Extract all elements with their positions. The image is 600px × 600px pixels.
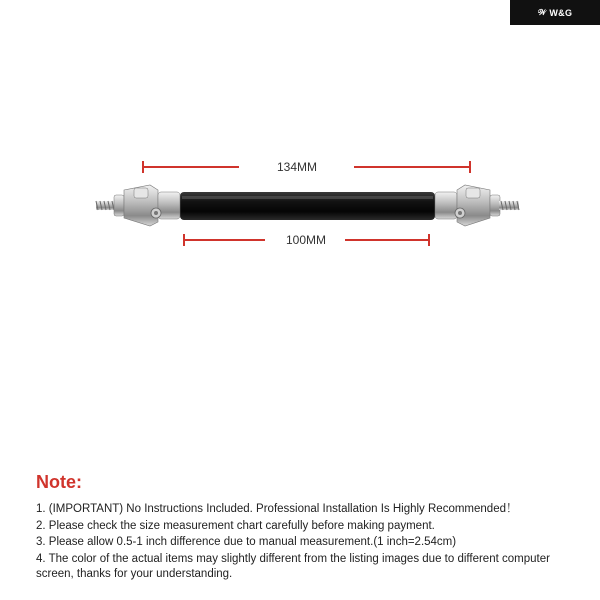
outer-dimension-label: 134MM xyxy=(276,160,317,174)
wings-logo-icon: 𝒲 xyxy=(537,7,547,17)
brand-name: W&G xyxy=(549,7,573,18)
note-list xyxy=(36,502,581,584)
tie-rod xyxy=(180,192,435,220)
inner-dimension-label: 100MM xyxy=(285,233,326,247)
note-item: 2. Please check the size measurement chart carefully before making payment. xyxy=(36,519,435,532)
right-bracket xyxy=(435,185,519,226)
left-bracket xyxy=(96,185,180,226)
note-item: 1. (IMPORTANT) No Instructions Included. Professional Installation Is Highly Recommended！ xyxy=(36,503,518,515)
note-item: 3. Please allow 0.5-1 inch difference due to manual measurement.(1 inch=2.54cm) xyxy=(36,536,457,548)
note-item: 4. The color of the actual items may slightly different from the listing images due to different computer screen, thanks for your understanding. xyxy=(36,552,550,580)
note-title: Note: xyxy=(36,472,82,492)
